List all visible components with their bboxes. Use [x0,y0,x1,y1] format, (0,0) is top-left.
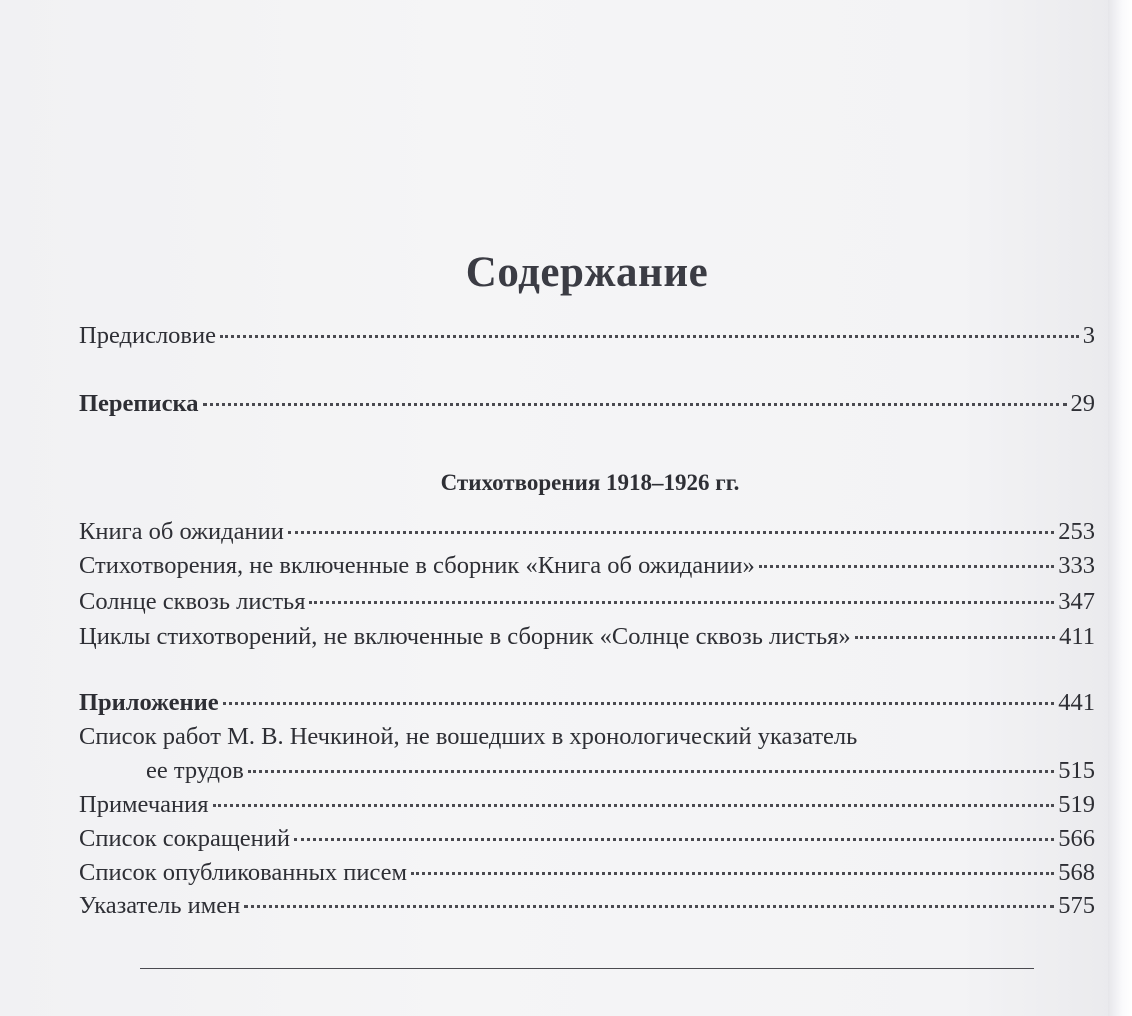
toc-entry-label: Предисловие [79,322,216,349]
toc-entry-page: 3 [1082,322,1095,349]
toc-entry-published-letters[interactable] [79,859,1095,887]
toc-entry-page: 515 [1058,757,1095,784]
toc-entry-page: 347 [1058,588,1095,615]
dot-leader [223,702,1055,705]
dot-leader [213,804,1055,807]
dot-leader [203,403,1067,406]
toc-entry-name-index[interactable] [79,892,1095,920]
dot-leader [411,872,1054,875]
dot-leader [309,601,1054,604]
toc-entry-page: 575 [1058,892,1095,919]
toc-entry-label: ее трудов [146,757,244,784]
dot-leader [288,531,1054,534]
toc-entry-label: Список сокращений [79,825,290,852]
toc-entry-page: 568 [1058,859,1095,886]
toc-entry-list-works[interactable] [146,757,1095,785]
toc-entry-label: Указатель имен [79,892,241,919]
dot-leader [759,565,1055,568]
toc-entry-label: Приложение [79,689,219,716]
dot-leader [220,335,1079,338]
toc-entry-notes[interactable] [79,791,1095,819]
toc-entry-label: Примечания [79,791,209,818]
toc-entry-page: 441 [1058,689,1095,716]
dot-leader [294,838,1054,841]
dot-leader [855,636,1056,639]
toc-entry-label: Книга об ожидании [79,518,284,545]
toc-entry-poems-3[interactable] [79,588,1095,616]
toc-entry-abbreviations[interactable] [79,825,1095,853]
toc-entry-page: 411 [1059,623,1095,650]
toc-entry-poems-4[interactable] [79,623,1095,651]
page-title: Содержание [465,249,709,296]
toc-entry-poems-2[interactable] [79,552,1095,580]
toc-entry-label: Переписка [79,390,199,417]
toc-entry-page: 519 [1058,791,1095,818]
section-heading-poems: Стихотворения 1918–1926 гг. [440,470,740,495]
toc-entry-page: 253 [1058,518,1095,545]
dot-leader [248,770,1054,773]
toc-entry-preface[interactable] [79,322,1095,350]
toc-entry-page: 333 [1058,552,1095,579]
dot-leader [244,905,1054,908]
page-edge-shadow [1108,0,1132,1016]
toc-entry-page: 566 [1058,825,1095,852]
toc-entry-list-works-line1[interactable]: Список работ М. В. Нечкиной, не вошедших в хронологический указатель [79,723,858,750]
toc-entry-page: 29 [1070,390,1095,417]
toc-entry-appendix[interactable] [79,689,1095,717]
toc-entry-label: Солнце сквозь листья [79,588,306,615]
toc-entry-correspondence[interactable] [79,390,1095,418]
toc-entry-label: Стихотворения, не включенные в сборник «Книга об ожидании» [79,552,755,579]
toc-entry-label: Список опубликованных писем [79,859,408,886]
toc-entry-label: Циклы стихотворений, не включенные в сборник «Солнце сквозь листья» [79,623,851,650]
footer-rule [140,968,1034,969]
toc-entry-poems-1[interactable] [79,518,1095,546]
